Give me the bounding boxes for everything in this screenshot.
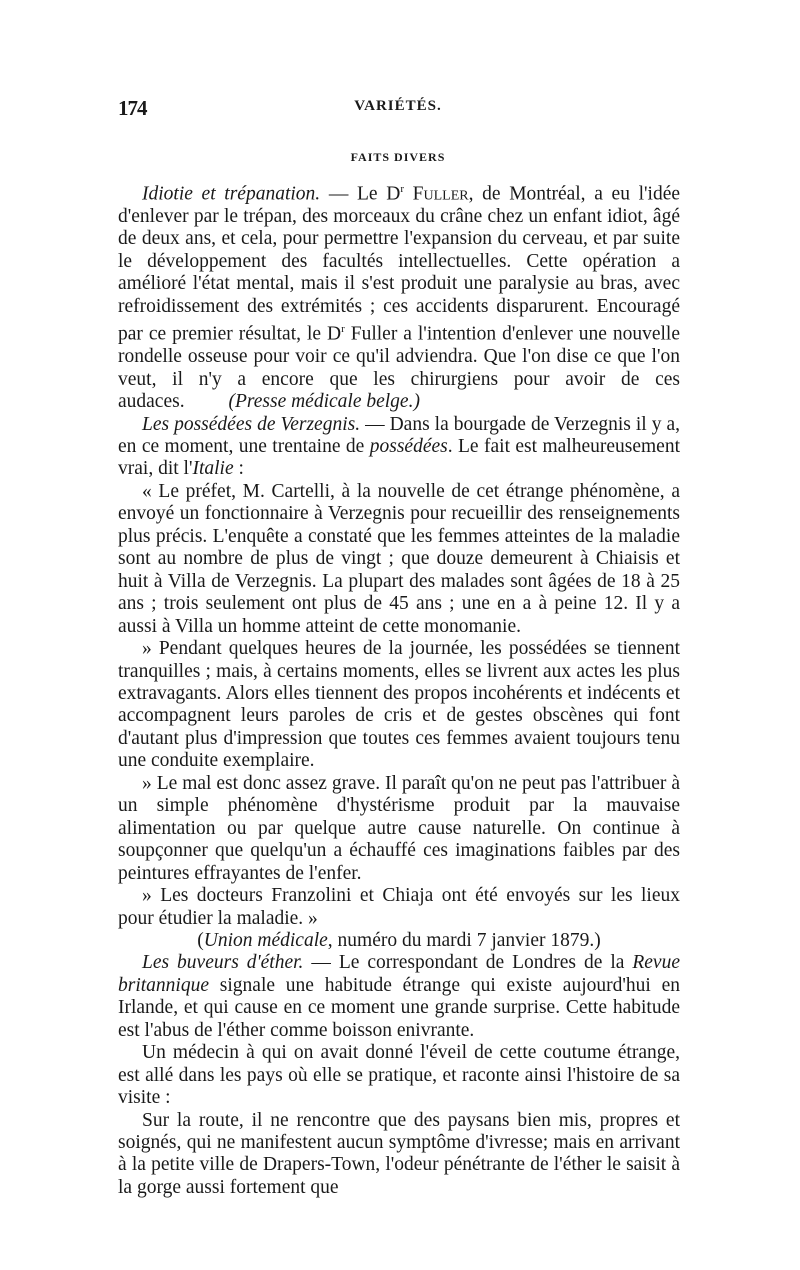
article-possedees: [118, 414, 680, 481]
running-head: VARIÉTÉS.: [354, 98, 442, 114]
article-title: Les possédées de Verzegnis.: [142, 413, 361, 435]
article-title: Idiotie et trépanation.: [142, 183, 321, 205]
paragraph: Un médecin à qui on avait donné l'éveil de cette coutume étrange, est allé dans les pays où elle se pratique, et raconte ainsi l'histoire de sa visite :: [118, 1042, 680, 1109]
superscript: r: [341, 323, 345, 336]
article-text: . Le fait est malheureusement vrai, dit l': [118, 435, 680, 480]
paragraph: Sur la route, il ne rencontre que des paysans bien mis, propres et soignés, qui ne manifestent aucun symptôme d'ivresse; mais en arrivant à la petite ville de Drapers-Town, l'odeur pénétrante de l'éther le saisit à la gorge aussi fortement que: [118, 1109, 680, 1198]
article-text: — Dans la bourgade de Verzegnis il y a, en ce moment, une trentaine de: [118, 413, 680, 457]
article-text: Fuller a l'intention d'enlever une nouvelle rondelle osseuse pour voir ce qu'il adviendra. Que l'on dise ce que l'on veut, il n'y a encore que les chirurgiens pour avoir de ces audaces.: [118, 323, 680, 413]
section-title: FAITS DIVERS: [350, 150, 446, 164]
article-idiotie: [118, 178, 680, 414]
source-name: Italie: [192, 458, 234, 480]
article-text: , de Montréal, a eu l'idée d'enlever par le trépan, des morceaux du crâne chez un enfant idiot, âgé de deux ans, et cela, pour permettre l'expansion du cerveau, et par suite le développement des facultés intellectuelles. Cette opération a amélioré l'état mental, mais il s'est produit une paralysie au bras, avec refroidissement des extrémités ; ces accidents disparurent. Encouragé par ce premier résultat, le D: [118, 183, 681, 345]
quote-paragraph: » Le mal est donc assez grave. Il paraît qu'on ne peut pas l'attribuer à un simple phénomène d'hystérisme produit par la mauvaise alimentation ou par quelque autre cause naturelle. On continue à soupçonner que quelqu'un a échauffé ces imaginations faibles par des peintures effrayantes de l'enfer.: [118, 772, 680, 884]
article-text: — Le correspondant de Londres de la: [303, 952, 633, 974]
source-name: Revue britannique: [118, 952, 680, 996]
article-text: — Le D: [320, 183, 401, 205]
article-text: signale une habitude étrange qui existe aujourd'hui en Irlande, et qui cause en ce moment une grande surprise. Cette habitude est l'abus de l'éther comme boisson enivrante.: [118, 974, 680, 1041]
paren: (: [197, 929, 204, 951]
article-buveurs: [118, 952, 680, 1042]
emphasis: possédées: [369, 435, 448, 457]
article-body: [118, 178, 680, 1199]
page-header: [118, 96, 678, 120]
source-citation: [118, 930, 680, 952]
source-name: Union médicale: [203, 929, 328, 951]
quote-paragraph: » Pendant quelques heures de la journée, les possédées se tiennent tranquilles ; mais, à certains moments, elles se livrent aux actes les plus extravagants. Alors elles tiennent des propos incohérents et indécents et accompagnent leurs paroles de cris et de gestes obscènes qui font d'autant plus d'impression que toutes ces femmes avaient toujours tenu une conduite exemplaire.: [118, 638, 680, 772]
article-title: Les buveurs d'éther.: [142, 952, 304, 974]
quote-paragraph: » Les docteurs Franzolini et Chiaja ont été envoyés sur les lieux pour étudier la maladie. »: [118, 885, 680, 929]
source-citation: (Presse médicale belge.): [228, 391, 420, 413]
page-number: 174: [118, 96, 147, 120]
source-date: , numéro du mardi 7 janvier 1879.): [327, 929, 601, 951]
quote-paragraph: « Le préfet, M. Cartelli, à la nouvelle de cet étrange phénomène, a envoyé un fonctionnaire à Verzegnis pour recueillir des renseignements plus précis. L'enquête a constaté que les femmes atteintes de la maladie sont au nombre de plus de vingt ; que douze demeurent à Chiaisis et huit à Villa de Verzegnis. La plupart des malades sont âgées de 18 à 25 ans ; trois seulement ont plus de 45 ans ; une en a à peine 12. Il y a aussi à Villa un homme atteint de cette monomanie.: [118, 480, 680, 637]
author-name: Fuller: [412, 183, 469, 205]
article-text: :: [233, 458, 244, 480]
superscript: r: [400, 183, 404, 195]
